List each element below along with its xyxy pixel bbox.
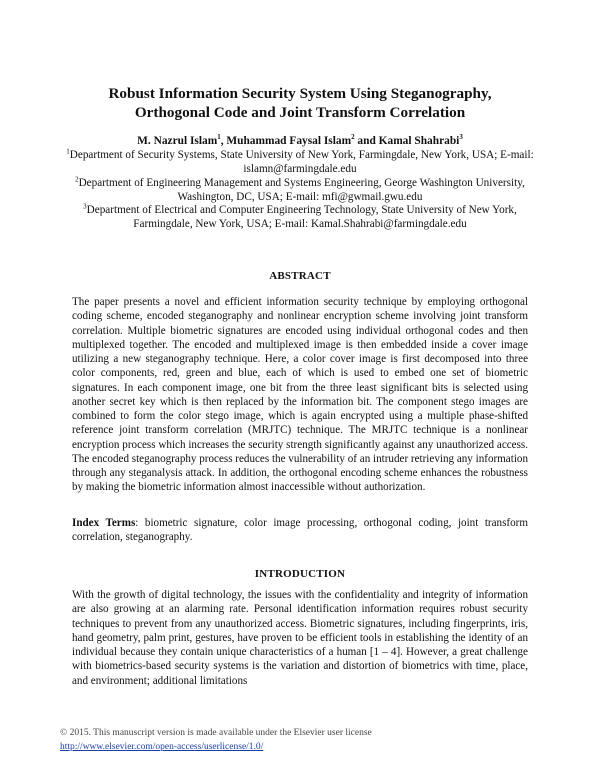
author-list [60,134,540,148]
author-3-sup: 3 [459,133,463,142]
affiliation-2-text: Department of Engineering Management and Systems Engineering, George Washington University, Washington, DC, USA; E-mail: mfi@gwmail.gwu.edu [78,177,525,203]
index-terms [72,516,528,545]
index-terms-text: : biometric signature, color image processing, orthogonal coding, joint transform correlation, steganography. [72,517,528,544]
introduction-heading: INTRODUCTION [254,568,346,580]
abstract-heading: ABSTRACT [269,270,331,282]
affiliation-1-text: Department of Security Systems, State University of New York, Farmingdale, New York, USA; E-mail: islamn@farmingdale.edu [69,149,534,175]
author-2: Muhammad Faysal Islam [226,135,352,147]
author-1-sup: 1 [217,133,221,142]
paper-title [60,84,540,122]
author-3: Kamal Shahrabi [378,135,460,147]
index-terms-label: Index Terms [72,517,136,529]
affiliation-2 [60,177,540,204]
author-2-sup: 2 [351,133,355,142]
affiliation-3-sup: 3 [83,202,87,211]
introduction-text: With the growth of digital technology, the issues with the confidentiality and integrity of information are also growing at an alarming rate. Personal identification information requires robust security techniques to prevent from any unauthorized access. Biometric signatures, including fingerprints, iris, hand geometry, palm print, gestures, have proven to be efficient tools in establishing the identity of an individual because they contain unique characteristics of a human [1 – 4]. However, a great challenge with biometrics-based security systems is the variation and distortion of biometrics with time, place, and environment; additional limitations [72,589,528,687]
affiliation-1-sup: 1 [66,147,70,156]
affiliation-1 [60,149,540,176]
license-link[interactable]: http://www.elsevier.com/open-access/userlicense/1.0/ [60,741,264,752]
author-sep-1: , [220,135,227,147]
affiliation-2-sup: 2 [75,175,79,184]
affiliation-3-text: Department of Electrical and Computer Engineering Technology, State University of New York, Farmingdale, New York, USA; E-mail: Kamal.Shahrabi@farmingdale.edu [86,204,517,230]
abstract-text: The paper presents a novel and efficient information security technique by employing orthogonal coding scheme, encoded steganography and nonlinear encryption scheme involving joint transform correlation. Multiple biometric signatures are encoded using individual orthogonal codes and then multiplexed together. The encoded and multiplexed image is then embedded inside a cover image utilizing a new steganography technique. Here, a color cover image is first decomposed into three color components, red, green and blue, each of which is used to embed one set of biometric signatures. In each component image, one bit from the three least significant bits is selected using another secret key which is then replaced by the information bit. The component stego images are combined to form the color stego image, which is again encrypted using a multiple phase-shifted reference joint transform correlation (MRJTC) technique. The MRJTC technique is a nonlinear encryption process which increases the security strength significantly against any unauthorized access. The encoded steganography process reduces the vulnerability of an intruder retrieving any information through any steganalysis attack. In addition, the orthogonal encoding scheme enhances the robustness by making the biometric information almost inaccessible without authorization. [72,296,528,494]
title-line-2: Orthogonal Code and Joint Transform Correlation [134,104,466,121]
author-sep-2: and [354,135,379,147]
license-footer [60,727,540,754]
author-1: M. Nazrul Islam [137,135,218,147]
affiliation-3 [60,204,540,231]
license-notice: © 2015. This manuscript version is made available under the Elsevier user license [60,728,372,738]
title-line-1: Robust Information Security System Using Steganography, [108,85,492,102]
